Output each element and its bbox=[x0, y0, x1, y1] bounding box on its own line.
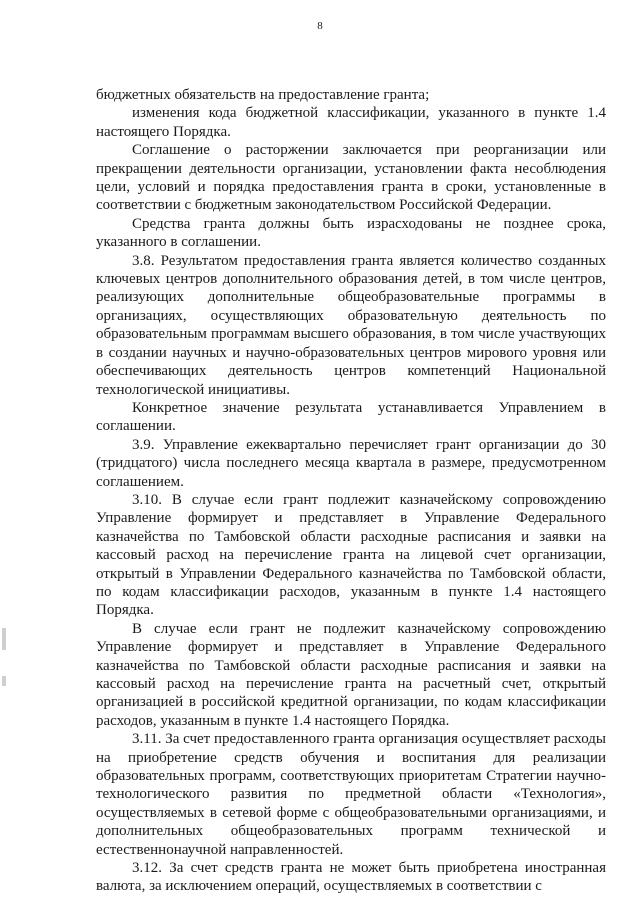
scan-edge-mark bbox=[2, 676, 6, 686]
paragraph-result-value: Конкретное значение результата устанавливается Управлением в соглашении. bbox=[96, 399, 606, 435]
paragraph-3-12: 3.12. За счет средств гранта не может быть приобретена иностранная валюта, за исключением операций, осуществляемых в соответствии с bbox=[96, 860, 606, 895]
paragraph-budget-obligations: бюджетных обязательств на предоставление гранта; bbox=[96, 87, 430, 103]
paragraph-no-treasury-support: В случае если грант не подлежит казначейскому сопровождению Управление формирует и представляет в Управление Федерального казначейства по Тамбовской области расходные расписания и заявки на кассовый расход на перечисление гранта на расчетный счет, открытый организацией в российской кредитной организации, по кодам классификации расходов, указанным в пункте 1.4 настоящего Порядка. bbox=[96, 620, 606, 729]
page-number: 8 bbox=[317, 20, 323, 32]
paragraph-3-11: 3.11. За счет предоставленного гранта организация осуществляет расходы на приобретение средств обучения и воспитания для реализации образовательных программ, соответствующих приоритетам Стратегии научно-технологического развития по предметной области «Технология», осуществляемых в сетевой форме с общеобразовательными организациями, и дополнительных общеобразовательных программ технической и естественнонаучной направленностей. bbox=[96, 731, 606, 858]
paragraph-3-9: 3.9. Управление ежеквартально перечисляет грант организации до 30 (тридцатого) числа последнего месяца квартала в размере, предусмотренном соглашением. bbox=[96, 436, 606, 490]
scan-edge-mark bbox=[2, 628, 6, 650]
paragraph-spending-deadline: Средства гранта должны быть израсходованы не позднее срока, указанного в соглашении. bbox=[96, 215, 606, 251]
paragraph-termination-agreement: Соглашение о расторжении заключается при реорганизации или прекращении деятельности организации, установлении факта несоблюдения цели, условий и порядка предоставления гранта в сроки, установленные в соответствии с бюджетным законодательством Российской Федерации. bbox=[96, 142, 606, 214]
paragraph-3-10: 3.10. В случае если грант подлежит казначейскому сопровождению Управление формирует и представляет в Управление Федерального казначейства по Тамбовской области расходные расписания и заявки на кассовый расход на перечисление гранта на лицевой счет организации, открытый в Управлении Федерального казначейства по Тамбовской области, по кодам классификации расходов, указанным в пункте 1.4 настоящего Порядка. bbox=[96, 491, 606, 619]
paragraph-code-change: изменения кода бюджетной классификации, указанного в пункте 1.4 настоящего Порядка. bbox=[96, 105, 606, 140]
document-body bbox=[96, 86, 606, 896]
paragraph-3-8: 3.8. Результатом предоставления гранта является количество созданных ключевых центров дополнительного образования детей, в том числе центров, реализующих дополнительные общеобразовательные программы в организациях, осуществляющих образовательную деятельность по образовательным программам высшего образования, в том числе участвующих в создании научных и научно-образовательных центров мирового уровня или обеспечивающих деятельность центров компетенций Национальной технологической инициативы. bbox=[96, 252, 606, 398]
